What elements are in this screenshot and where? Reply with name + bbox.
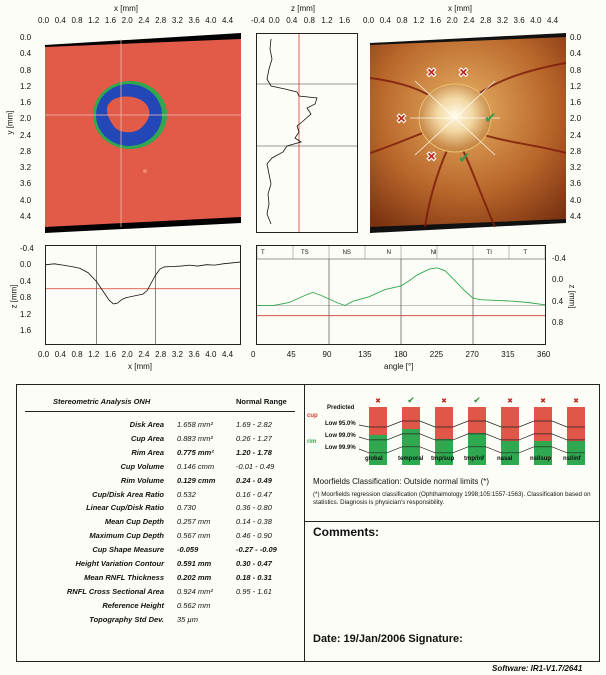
row-range: 1.69 - 2.82 (236, 420, 272, 429)
top-left-y-tick: 1.6 (20, 98, 32, 108)
x-icon: ✖ (507, 397, 513, 405)
sector-label: T (523, 250, 528, 256)
row-range: 0.95 - 1.61 (236, 586, 272, 596)
row-range: 0.24 - 0.49 (236, 475, 272, 485)
bottom-left-z-tick: 0.4 (20, 276, 32, 286)
row-range: 1.20 - 1.78 (236, 447, 272, 457)
horizontal-profile-panel (45, 245, 241, 345)
top-right-y-tick: 3.6 (570, 179, 582, 189)
bottom-left-x-tick: 4.4 (222, 350, 234, 359)
stereometric-row (17, 475, 304, 487)
row-label: RNFL Cross Sectional Area (66, 586, 164, 596)
top-left-y-tick: 2.8 (20, 146, 32, 156)
stereometric-row (17, 530, 304, 542)
row-range: 0.36 - 0.80 (236, 503, 272, 513)
bottom-x-label: x [mm] (128, 362, 152, 371)
x-icon: ✖ (375, 397, 381, 405)
predicted-label: Predicted (327, 405, 355, 411)
stereometric-row (17, 614, 304, 626)
profile-line (46, 262, 240, 304)
top-right-x-tick: 3.6 (513, 16, 525, 25)
angle-tick: 0 (251, 350, 256, 359)
stereometric-row (17, 586, 304, 598)
top-left-x-tick: 2.4 (138, 16, 150, 25)
comments-box[interactable] (305, 521, 600, 661)
low-999-label: Low 99.9% (325, 445, 356, 451)
column-name: tmp/sup (431, 456, 455, 462)
stereometric-row (17, 461, 304, 473)
right-z-tick: -0.4 (552, 254, 566, 263)
row-value: 0.532 (177, 489, 196, 499)
row-value: 0.775 mm² (177, 447, 214, 457)
cup-bar (567, 407, 585, 441)
top-right-x-tick: 2.0 (446, 16, 458, 25)
top-left-x-tick: 2.8 (155, 16, 167, 25)
rim-label: rim (307, 439, 317, 445)
bottom-left-x-tick: 1.6 (104, 350, 117, 359)
top-right-x-tick: 0.4 (379, 16, 391, 25)
svg-text:✔: ✔ (458, 149, 471, 167)
angle-tick: 360 (537, 350, 551, 359)
x-icon: ✖ (540, 397, 546, 405)
right-z-tick: 0.8 (552, 318, 564, 327)
date-signature: Date: 19/Jan/2006 Signature: (313, 633, 463, 645)
top-left-y-tick: 2.0 (20, 114, 32, 124)
cup-bar (435, 407, 453, 439)
row-value: 0.562 mm (177, 600, 211, 610)
top-x-label-right: x [mm] (448, 4, 472, 13)
bottom-left-x-tick: 1.2 (88, 350, 100, 359)
row-label: Mean RNFL Thickness (84, 572, 164, 582)
top-left-x-tick: 4.0 (205, 16, 217, 25)
row-range: 0.16 - 0.47 (236, 489, 272, 499)
stereometric-row (17, 433, 304, 445)
top-left-y-tick: 3.2 (20, 163, 32, 173)
top-left-x-tick: 0.0 (38, 16, 50, 25)
bottom-left-z-tick: 0.0 (20, 260, 32, 270)
stereometric-row (17, 502, 304, 514)
check-icon: ✔ (473, 396, 481, 406)
top-z-label: z [mm] (291, 4, 315, 13)
row-value: 0.924 mm² (177, 586, 213, 596)
top-middle-z-tick: 0.4 (286, 16, 298, 25)
vertical-profile-line (267, 39, 317, 224)
row-value: -0.059 (177, 545, 199, 555)
bottom-left-x-tick: 3.6 (188, 350, 200, 359)
stereometric-row (17, 447, 304, 459)
svg-text:✖: ✖ (396, 111, 407, 126)
top-right-y-tick: 3.2 (570, 163, 582, 173)
row-range: 0.30 - 0.47 (236, 559, 272, 568)
angle-tick: 225 (429, 350, 444, 359)
column-name: nsl/sup (530, 456, 552, 462)
stereometric-row (17, 572, 304, 584)
row-label: Topography Std Dev. (89, 614, 164, 624)
stereometric-analysis (17, 385, 305, 661)
classification-note: (*) Moorfields regression classification (Ophthalmology 1998;105:1557-1563). Classification based on statistics. Diagnosis is physician's responsibility. (313, 491, 591, 506)
top-left-x-tick: 0.8 (71, 16, 83, 25)
stereometric-row (17, 544, 304, 556)
stereometric-row (17, 600, 304, 612)
top-left-y-tick: 4.4 (20, 212, 32, 221)
top-left-x-tick: 3.6 (188, 16, 200, 25)
stereometric-title: Stereometric Analysis ONH (53, 397, 151, 406)
top-left-y-tick: 4.0 (20, 195, 32, 205)
top-right-y-tick: 4.4 (570, 212, 582, 221)
bottom-left-x-tick: 2.8 (155, 350, 167, 359)
x-icon: ✖ (441, 397, 447, 405)
row-label: Disk Area (129, 420, 164, 429)
row-range: 0.26 - 1.27 (236, 433, 272, 443)
fundus-image[interactable] (370, 33, 566, 233)
row-range: 0.18 - 0.31 (236, 572, 272, 582)
stereometric-row (17, 489, 304, 501)
column-name: nasal (497, 456, 513, 462)
row-range: -0.27 - -0.09 (236, 545, 277, 555)
top-right-y-tick: 1.2 (570, 81, 582, 91)
bottom-z-label: z [mm] (9, 284, 19, 309)
top-left-y-tick: 2.4 (20, 130, 32, 140)
angle-tick: 135 (358, 350, 372, 359)
top-x-label-left: x [mm] (114, 4, 138, 13)
vertical-profile-panel (256, 33, 358, 233)
sector-label: T (261, 250, 265, 256)
x-icon: ✖ (573, 397, 579, 405)
top-right-y-tick: 2.4 (570, 130, 582, 140)
top-left-y-tick: 1.2 (20, 81, 32, 91)
top-right-x-tick: 2.8 (480, 16, 492, 25)
cup-bar (402, 407, 420, 429)
top-right-x-tick: 1.6 (429, 16, 442, 25)
row-value: 0.146 cmm (177, 461, 215, 471)
row-value: 0.129 cmm (177, 475, 216, 485)
vertical-profile-svg (257, 34, 357, 232)
row-range: -0.01 - 0.49 (236, 461, 275, 471)
cup-bar (369, 407, 387, 435)
top-right-y-tick: 0.0 (570, 33, 582, 42)
row-label: Cup Shape Measure (92, 545, 164, 555)
row-label: Cup Volume (120, 461, 164, 471)
bottom-left-x-tick: 0.8 (71, 350, 83, 359)
row-label: Rim Volume (120, 475, 164, 485)
row-value: 0.730 (177, 503, 196, 513)
bottom-left-x-tick: 2.4 (138, 350, 150, 359)
bottom-left-x-tick: 2.0 (121, 350, 133, 359)
top-right-y-tick: 1.6 (570, 98, 582, 108)
normal-range-header: Normal Range (236, 397, 287, 406)
angle-label: angle [°] (384, 362, 414, 371)
cup-label: cup (307, 413, 318, 419)
bottom-left-z-tick: 1.6 (20, 326, 32, 335)
stereometric-row (17, 558, 304, 570)
bottom-left-z-tick: 1.2 (20, 309, 32, 319)
moorfields-classification-box (305, 385, 600, 522)
top-left-x-tick: 3.2 (171, 16, 183, 25)
svg-text:✔: ✔ (484, 109, 497, 127)
report-table (16, 384, 600, 662)
sector-label: NI (430, 250, 437, 256)
row-label: Rim Area (131, 447, 164, 457)
top-left-x-tick: 0.4 (54, 16, 66, 25)
top-right-x-tick: 0.8 (396, 16, 408, 25)
column-name: nsl/inf (563, 456, 581, 462)
top-right-x-tick: 2.4 (463, 16, 475, 25)
column-name: global (365, 456, 383, 462)
right-z-label: z [mm] (567, 284, 577, 309)
row-value: 0.883 mm² (177, 433, 213, 443)
top-left-x-tick: 2.0 (121, 16, 133, 25)
row-label: Height Variation Contour (75, 559, 164, 568)
row-label: Linear Cup/Disk Ratio (86, 503, 164, 513)
row-value: 0.257 mm (177, 517, 211, 527)
angle-tick: 180 (394, 350, 408, 359)
software-version: Software: IR1-V1.7/2641 (492, 664, 583, 673)
sector-label: NS (342, 250, 351, 256)
bottom-left-x-tick: 0.4 (54, 350, 66, 359)
column-name: tmp/inf (464, 456, 484, 462)
check-icon: ✔ (407, 396, 415, 406)
top-right-x-tick: 1.2 (413, 16, 425, 25)
top-right-y-tick: 4.0 (570, 195, 582, 205)
low-99-label: Low 99.0% (325, 433, 356, 439)
marker-dot (143, 169, 147, 173)
angle-tick: 90 (322, 350, 332, 359)
right-z-tick: 0.0 (552, 275, 564, 285)
svg-text:✖: ✖ (458, 65, 469, 80)
svg-text:✖: ✖ (426, 65, 437, 80)
row-label: Maximum Cup Depth (89, 531, 164, 541)
row-label: Mean Cup Depth (104, 517, 164, 527)
top-right-y-tick: 2.0 (570, 114, 582, 124)
row-value: 0.202 mm (177, 572, 212, 582)
top-left-x-tick: 1.2 (88, 16, 100, 25)
row-label: Reference Height (102, 600, 164, 610)
top-right-x-tick: 4.0 (530, 16, 542, 25)
row-value: 0.591 mm (177, 559, 212, 568)
column-name: temporal (398, 456, 424, 462)
classification-text: Moorfields Classification: Outside normal limits (*) (313, 477, 490, 486)
top-y-label-left: y [mm] (5, 110, 15, 135)
svg-text:✖: ✖ (426, 149, 437, 164)
top-middle-z-tick: 1.2 (321, 16, 333, 25)
sector-label: TI (486, 250, 492, 256)
top-right-y-tick: 0.4 (570, 49, 582, 59)
row-value: 0.567 mm (177, 531, 211, 541)
top-left-y-tick: 0.8 (20, 65, 32, 75)
row-label: Cup Area (130, 433, 164, 443)
cup-bar (501, 407, 519, 441)
cup-bar (468, 407, 486, 433)
row-value: 1.658 mm² (177, 420, 213, 429)
top-right-x-tick: 4.4 (547, 16, 559, 25)
bottom-left-z-tick: -0.4 (20, 244, 34, 253)
low-95-label: Low 95.0% (325, 421, 356, 427)
top-left-x-tick: 4.4 (222, 16, 234, 25)
sector-label: N (386, 250, 391, 256)
angle-tick: 270 (465, 350, 479, 359)
topography-image[interactable] (45, 33, 241, 233)
top-middle-z-tick: 0.8 (303, 16, 315, 25)
top-left-x-tick: 1.6 (104, 16, 117, 25)
top-left-y-tick: 0.0 (20, 33, 32, 42)
top-right-y-tick: 0.8 (570, 65, 582, 75)
row-label: Cup/Disk Area Ratio (92, 489, 164, 499)
stereometric-row (17, 419, 304, 431)
stereometric-divider (25, 411, 295, 412)
bottom-left-x-tick: 0.0 (38, 350, 50, 359)
stereometric-row (17, 516, 304, 528)
contour-profile-chart (257, 246, 545, 344)
row-range: 0.46 - 0.90 (236, 531, 272, 541)
top-left-y-tick: 3.6 (20, 179, 32, 189)
top-middle-z-tick: -0.4 (251, 16, 265, 25)
top-middle-z-tick: 1.6 (339, 16, 351, 25)
top-right-y-tick: 2.8 (570, 146, 582, 156)
sector-label: TS (301, 250, 309, 256)
bottom-left-x-tick: 3.2 (171, 350, 183, 359)
cup-bar (534, 407, 552, 441)
row-range: 0.14 - 0.38 (236, 517, 272, 527)
comments-label: Comments: (313, 525, 380, 539)
top-right-x-tick: 0.0 (363, 16, 375, 25)
top-left-y-tick: 0.4 (20, 49, 32, 59)
right-z-tick: 0.4 (552, 296, 564, 306)
row-value: 35 µm (177, 614, 198, 624)
top-right-x-tick: 3.2 (496, 16, 508, 25)
bottom-left-x-tick: 4.0 (205, 350, 217, 359)
bottom-left-z-tick: 0.8 (20, 293, 32, 303)
angle-tick: 315 (501, 350, 515, 359)
top-middle-z-tick: 0.0 (268, 16, 280, 25)
horizontal-profile-chart (46, 246, 240, 344)
contour-profile-panel (256, 245, 546, 345)
angle-tick: 45 (286, 350, 296, 359)
